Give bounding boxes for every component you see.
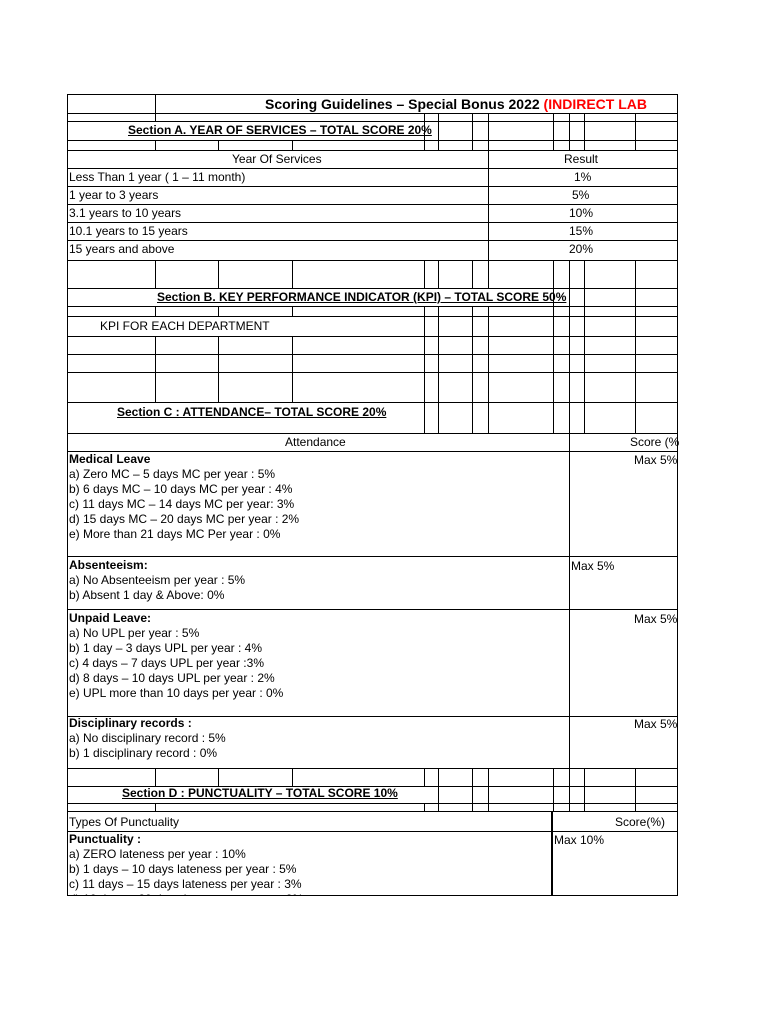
section-b-heading: Section B. KEY PERFORMANCE INDICATOR (KPI) – TOTAL SCORE 50%	[157, 290, 567, 304]
unpaid-leave-block	[69, 611, 283, 701]
col-types-of-punctuality: Types Of Punctuality	[69, 815, 180, 829]
service-row-result: 5%	[572, 188, 590, 202]
disciplinary-item: b) 1 disciplinary record : 0%	[69, 746, 218, 760]
absenteeism-block	[69, 558, 245, 603]
unpaid-leave-item: d) 8 days – 10 days UPL per year : 2%	[69, 671, 275, 685]
page-title	[265, 95, 647, 113]
medical-leave-block	[69, 452, 299, 542]
service-row-label: 10.1 years to 15 years	[69, 224, 188, 238]
page-bottom-blank	[0, 896, 768, 1024]
service-row-label: 15 years and above	[69, 242, 175, 256]
unpaid-leave-max: Max 5%	[634, 612, 678, 626]
col-score: Score (%	[630, 435, 680, 449]
absenteeism-title: Absenteeism:	[69, 558, 148, 572]
medical-leave-title: Medical Leave	[69, 452, 151, 466]
unpaid-leave-item: e) UPL more than 10 days per year : 0%	[69, 686, 284, 700]
service-row-label: 3.1 years to 10 years	[69, 206, 182, 220]
disciplinary-item: a) No disciplinary record : 5%	[69, 731, 226, 745]
medical-leave-item: b) 6 days MC – 10 days MC per year : 4%	[69, 482, 293, 496]
punctuality-item: a) ZERO lateness per year : 10%	[69, 847, 246, 861]
col-year-of-services: Year Of Services	[232, 152, 322, 166]
punctuality-item: b) 1 days – 10 days lateness per year : 5%	[69, 862, 297, 876]
disciplinary-max: Max 5%	[634, 717, 678, 731]
service-row-label: Less Than 1 year ( 1 – 11 month)	[69, 170, 246, 184]
service-row-result: 1%	[574, 170, 592, 184]
service-row-result: 10%	[569, 206, 594, 220]
medical-leave-item: e) More than 21 days MC Per year : 0%	[69, 527, 281, 541]
unpaid-leave-title: Unpaid Leave:	[69, 611, 152, 625]
disciplinary-block	[69, 716, 226, 761]
unpaid-leave-item: b) 1 day – 3 days UPL per year : 4%	[69, 641, 262, 655]
punctuality-item: c) 11 days – 15 days lateness per year : 3%	[69, 877, 302, 891]
absenteeism-item: b) Absent 1 day & Above: 0%	[69, 588, 225, 602]
title-main: Scoring Guidelines – Special Bonus 2022	[265, 96, 540, 112]
col-punctuality-score: Score(%)	[615, 815, 666, 829]
service-row-result: 15%	[569, 224, 594, 238]
absenteeism-max: Max 5%	[571, 559, 615, 573]
service-row-label: 1 year to 3 years	[69, 188, 159, 202]
punctuality-max: Max 10%	[554, 833, 605, 847]
disciplinary-title: Disciplinary records :	[69, 716, 192, 730]
unpaid-leave-item: a) No UPL per year : 5%	[69, 626, 200, 640]
section-a-heading: Section A. YEAR OF SERVICES – TOTAL SCORE 20%	[128, 123, 432, 137]
service-row-result: 20%	[569, 242, 594, 256]
section-d-heading: Section D : PUNCTUALITY – TOTAL SCORE 10%	[122, 786, 398, 800]
medical-leave-item: c) 11 days MC – 14 days MC per year: 3%	[69, 497, 295, 511]
title-highlight: (INDIRECT LAB	[543, 96, 647, 112]
punctuality-title: Punctuality :	[69, 832, 142, 846]
medical-leave-max: Max 5%	[634, 453, 678, 467]
absenteeism-item: a) No Absenteeism per year : 5%	[69, 573, 246, 587]
col-attendance: Attendance	[285, 435, 346, 449]
kpi-department-label: KPI FOR EACH DEPARTMENT	[100, 319, 270, 333]
medical-leave-item: a) Zero MC – 5 days MC per year : 5%	[69, 467, 276, 481]
col-result: Result	[564, 152, 599, 166]
unpaid-leave-item: c) 4 days – 7 days UPL per year :3%	[69, 656, 264, 670]
section-c-heading: Section C : ATTENDANCE– TOTAL SCORE 20%	[117, 405, 387, 419]
medical-leave-item: d) 15 days MC – 20 days MC per year : 2%	[69, 512, 300, 526]
